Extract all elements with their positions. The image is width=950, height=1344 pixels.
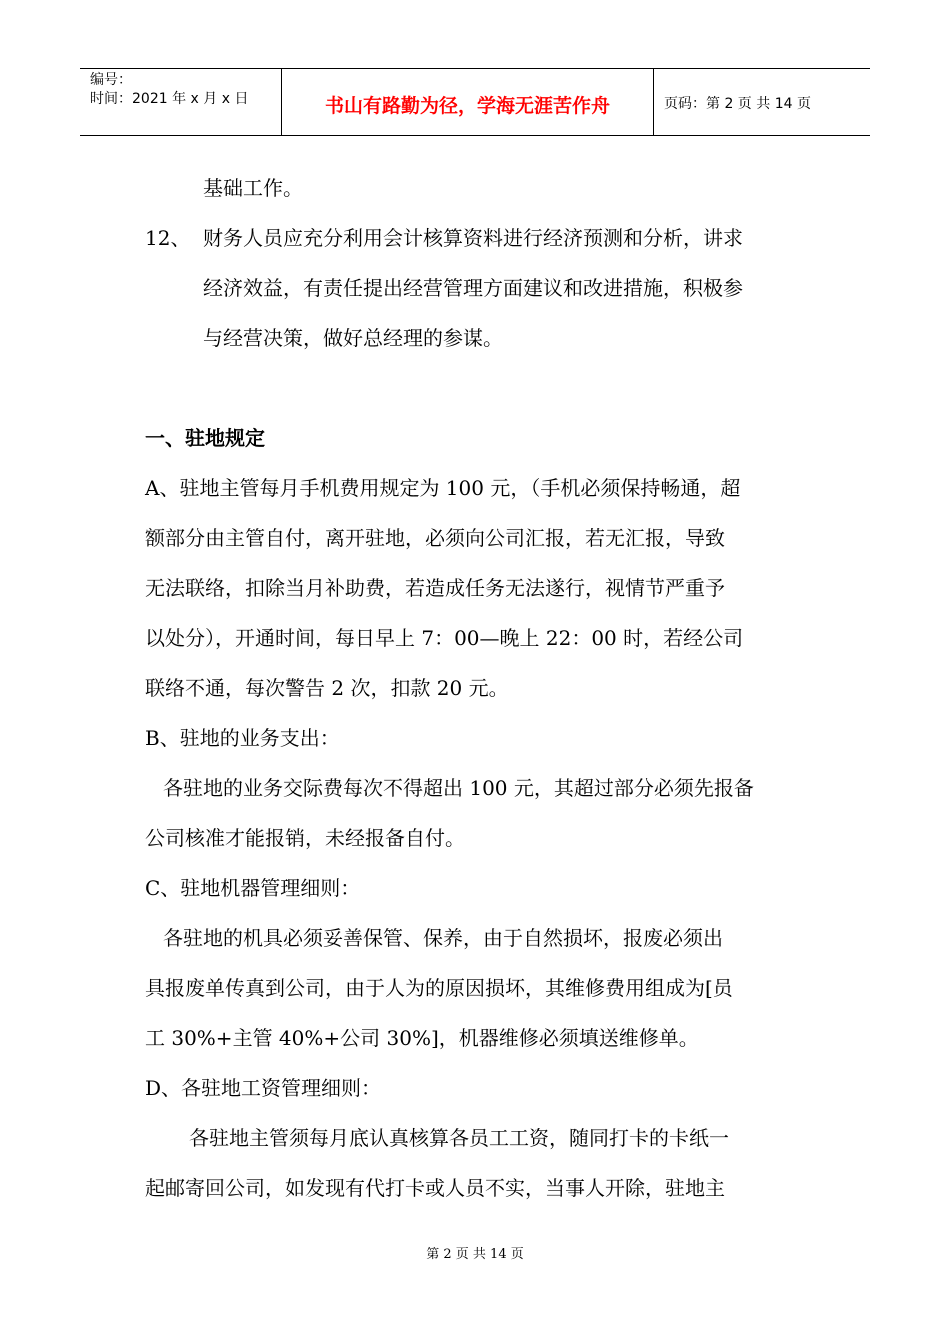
item-a-line-2: 额部分由主管自付，离开驻地，必须向公司汇报，若无汇报，导致 <box>145 526 725 550</box>
item-b-title: B、驻地的业务支出： <box>145 726 340 750</box>
item-c-line-2: 具报废单传真到公司，由于人为的原因损坏，其维修费用组成为[员 <box>145 976 733 1000</box>
paragraph-12-line-3: 与经营决策，做好总经理的参谋。 <box>203 326 503 350</box>
item-d-title: D、各驻地工资管理细则： <box>145 1076 382 1100</box>
header-meta-cell <box>80 69 282 135</box>
section-spacer <box>145 363 815 413</box>
header-motto: 书山有路勤为径，学海无涯苦作舟 <box>324 94 610 117</box>
document-number-label: 编号： <box>90 72 132 88</box>
footer-page-number: 第 2 页 共 14 页 <box>426 1247 524 1262</box>
page-header <box>80 68 870 136</box>
paragraph-12-text-1: 财务人员应充分利用会计核算资料进行经济预测和分析，讲求 <box>203 226 743 250</box>
paragraph-12-number: 12、 <box>145 226 191 250</box>
item-c-line-1: 各驻地的机具必须妥善保管、保养，由于自然损坏，报废必须出 <box>163 926 723 950</box>
item-c-line-3: 工 30%+主管 40%+公司 30%]，机器维修必须填送维修单。 <box>145 1026 699 1050</box>
header-page-cell <box>654 69 870 135</box>
item-a-line-3: 无法联络，扣除当月补助费，若造成任务无法遂行，视情节严重予 <box>145 576 725 600</box>
item-a-line-5: 联络不通，每次警告 2 次，扣款 20 元。 <box>145 676 509 700</box>
section-heading: 一、驻地规定 <box>145 426 265 450</box>
item-a-line-1: A、驻地主管每月手机费用规定为 100 元，（手机必须保持畅通，超 <box>145 476 741 500</box>
document-date-label: 时间：2021 年 x 月 x 日 <box>90 91 249 107</box>
item-d-line-2: 起邮寄回公司，如发现有代打卡或人员不实，当事人开除，驻地主 <box>145 1176 725 1200</box>
item-c-title: C、驻地机器管理细则： <box>145 876 361 900</box>
document-body <box>145 163 815 1213</box>
paragraph-12-line-1 <box>145 213 815 263</box>
paragraph-12-line-2: 经济效益，有责任提出经营管理方面建议和改进措施，积极参 <box>203 276 743 300</box>
header-page-number: 页码：第 2 页 共 14 页 <box>664 96 811 112</box>
paragraph-11-continuation: 基础工作。 <box>203 176 303 200</box>
item-b-line-2: 公司核准才能报销，未经报备自付。 <box>145 826 465 850</box>
page-footer <box>0 1246 950 1264</box>
header-motto-cell <box>282 69 654 135</box>
item-d-line-1: 各驻地主管须每月底认真核算各员工工资，随同打卡的卡纸一 <box>189 1126 729 1150</box>
item-a-line-4: 以处分），开通时间，每日早上 7：00—晚上 22：00 时，若经公司 <box>145 626 744 650</box>
item-b-line-1: 各驻地的业务交际费每次不得超出 100 元，其超过部分必须先报备 <box>163 776 754 800</box>
